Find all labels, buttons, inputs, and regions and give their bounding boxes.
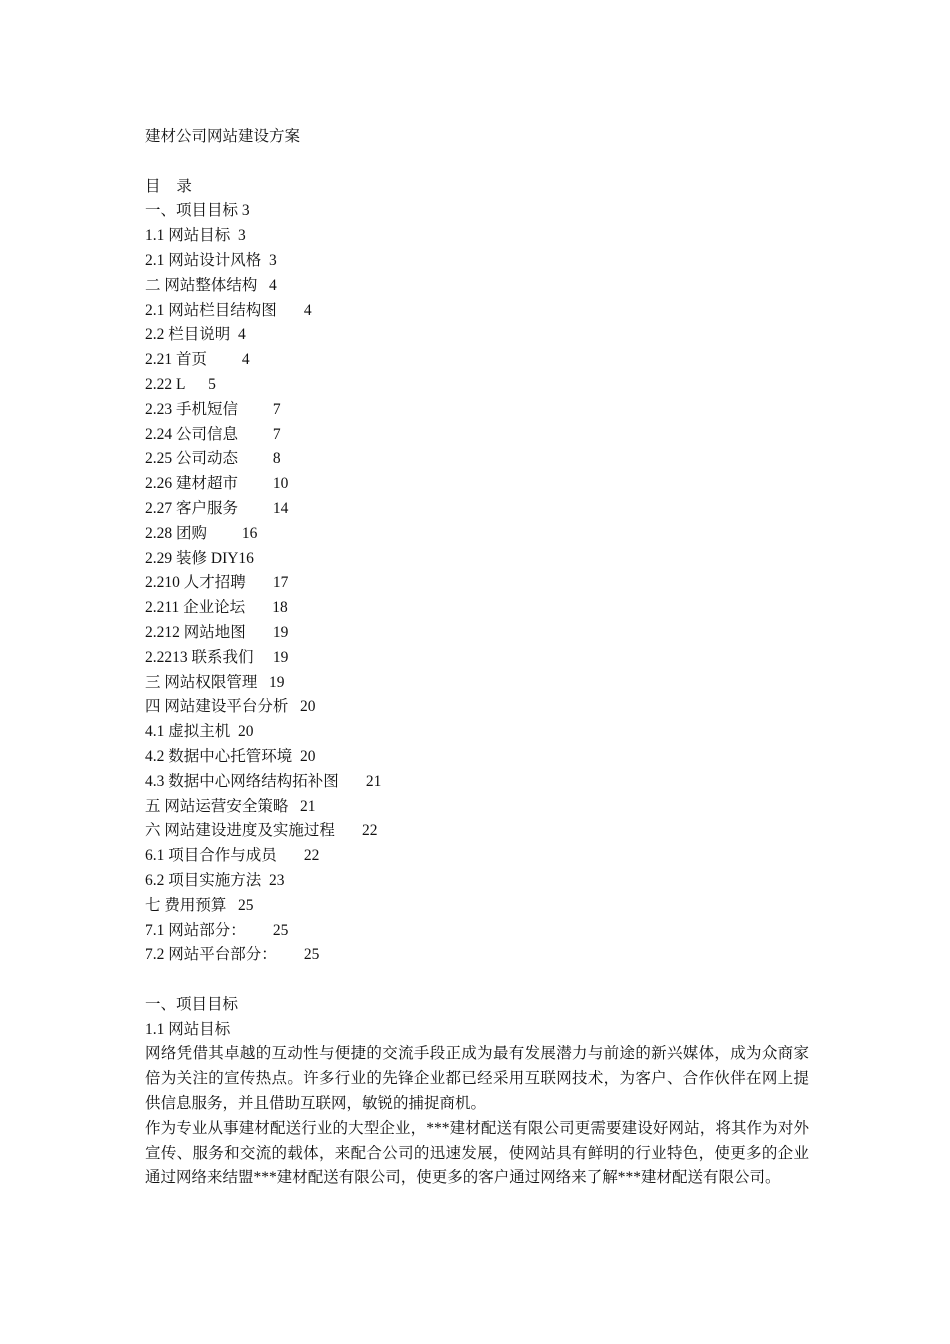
toc-entry: 2.2 栏目说明 4	[145, 326, 246, 344]
toc-entry: 2.212 网站地图 19	[145, 623, 289, 641]
toc-entry: 2.23 手机短信 7	[145, 400, 281, 418]
toc-entry: 2.1 网站设计风格 3	[145, 251, 277, 269]
toc-entry: 4.3 数据中心网络结构拓补图 21	[145, 772, 382, 790]
toc-entry: 七 费用预算 25	[145, 896, 254, 914]
blank-line	[145, 150, 809, 175]
section-heading: 一、项目目标	[145, 995, 239, 1013]
document-page	[145, 125, 809, 1191]
toc-entry: 6.1 项目合作与成员 22	[145, 847, 320, 865]
toc-entry: 2.24 公司信息 7	[145, 425, 281, 443]
toc-entry: 6.2 项目实施方法 23	[145, 871, 285, 889]
toc-entry: 五 网站运营安全策略 21	[145, 797, 316, 815]
toc-entry: 7.2 网站平台部分： 25	[145, 946, 320, 964]
blank-line	[145, 968, 809, 993]
toc-entry: 4.1 虚拟主机 20	[145, 723, 254, 741]
toc-entry: 2.210 人才招聘 17	[145, 574, 289, 592]
toc-entry: 2.29 装修 DIY16	[145, 549, 254, 567]
toc-list	[145, 199, 809, 968]
toc-entry: 2.25 公司动态 8	[145, 450, 281, 468]
toc-entry: 2.22 L 5	[145, 375, 216, 393]
body-paragraph: 网络凭借其卓越的互动性与便捷的交流手段正成为最有发展潜力与前途的新兴媒体，成为众商家倍为关注的宣传热点。许多行业的先锋企业都已经采用互联网技术，为客户、合作伙伴在网上提供信息服务，并且借助互联网，敏锐的捕捉商机。	[145, 1045, 809, 1113]
toc-entry: 2.1 网站栏目结构图 4	[145, 301, 312, 319]
toc-entry: 三 网站权限管理 19	[145, 673, 285, 691]
toc-entry: 六 网站建设进度及实施过程 22	[145, 822, 378, 840]
toc-entry: 2.21 首页 4	[145, 351, 250, 369]
toc-entry: 4.2 数据中心托管环境 20	[145, 747, 316, 765]
toc-entry: 四 网站建设平台分析 20	[145, 698, 316, 716]
toc-entry: 1.1 网站目标 3	[145, 227, 246, 245]
toc-heading: 目 录	[145, 177, 198, 195]
toc-entry: 2.26 建材超市 10	[145, 475, 289, 493]
toc-entry: 7.1 网站部分： 25	[145, 921, 289, 939]
subsection-heading: 1.1 网站目标	[145, 1020, 231, 1038]
toc-entry: 2.2213 联系我们 19	[145, 648, 289, 666]
toc-entry: 2.27 客户服务 14	[145, 499, 289, 517]
toc-entry: 2.28 团购 16	[145, 524, 258, 542]
toc-entry: 二 网站整体结构 4	[145, 276, 277, 294]
body-paragraph: 作为专业从事建材配送行业的大型企业，***建材配送有限公司更需要建设好网站，将其作为对外宣传、服务和交流的载体，来配合公司的迅速发展，使网站具有鲜明的行业特色，使更多的企业通过网络来结盟***建材配送有限公司，使更多的客户通过网络来了解***建材配送有限公司。	[145, 1119, 809, 1187]
toc-entry: 2.211 企业论坛 18	[145, 599, 288, 617]
toc-entry: 一、项目目标 3	[145, 202, 250, 220]
document-title: 建材公司网站建设方案	[145, 128, 301, 145]
